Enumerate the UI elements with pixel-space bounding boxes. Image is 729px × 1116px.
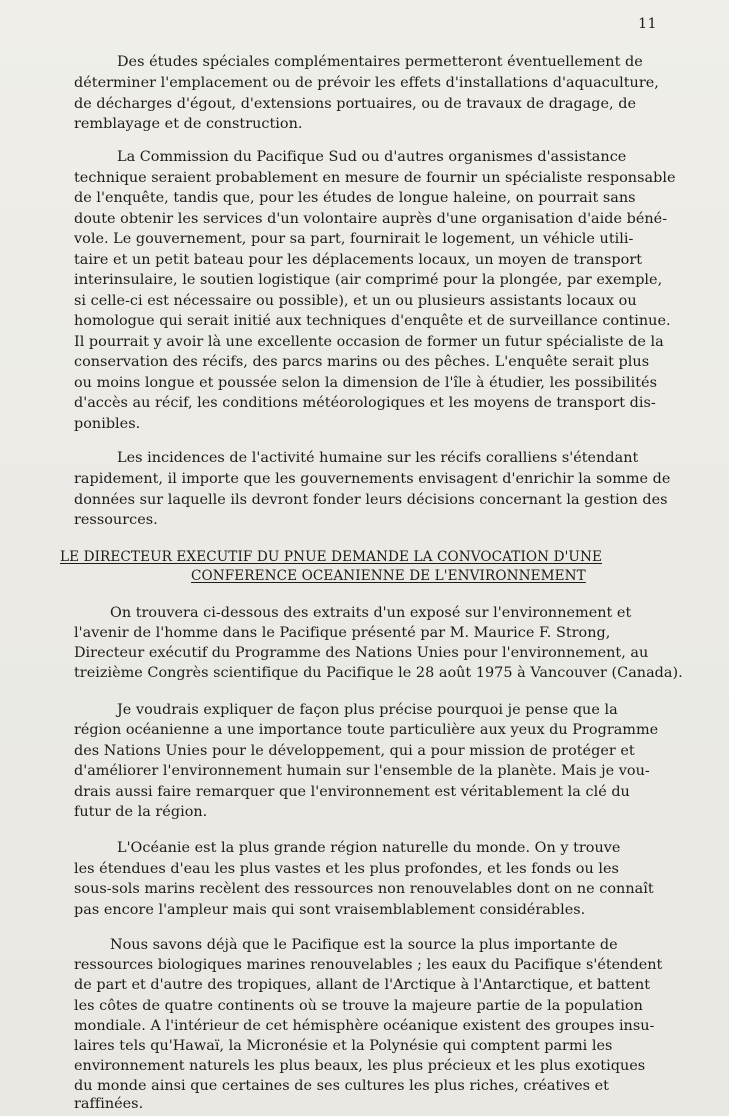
- text-line: ou moins longue et poussée selon la dimension de l'île à étudier, les possibilités: [74, 375, 657, 391]
- text-line: technique seraient probablement en mesure de fournir un spécialiste responsable: [74, 170, 676, 186]
- text-line: futur de la région.: [74, 804, 208, 820]
- text-line: région océanienne a une importance toute particulière aux yeux du Programme: [74, 722, 659, 738]
- text-line: vole. Le gouvernement, pour sa part, fournirait le logement, un véhicle utili-: [74, 231, 634, 247]
- text-line: ponibles.: [74, 416, 141, 432]
- text-line: taire et un petit bateau pour les déplacements locaux, un moyen de transport: [74, 252, 643, 268]
- text-line: pas encore l'ampleur mais qui sont vraisemblablement considérables.: [74, 902, 586, 918]
- text-line: sous-sols marins recèlent des ressources non renouvelables dont on ne connaît: [74, 881, 654, 897]
- section-heading-line-2: CONFERENCE OCEANIENNE DE L'ENVIRONNEMENT: [191, 568, 586, 584]
- text-line: remblayage et de construction.: [74, 116, 303, 132]
- text-line: déterminer l'emplacement ou de prévoir les effets d'installations d'aquaculture,: [74, 75, 659, 91]
- text-line: raffinées.: [74, 1096, 144, 1112]
- text-line: homologue qui serait initié aux techniques d'enquête et de surveillance continue.: [74, 313, 671, 329]
- text-line: Les incidences de l'activité humaine sur les récifs coralliens s'étendant: [117, 450, 639, 466]
- text-line: drais aussi faire remarquer que l'environnement est véritablement la clé du: [74, 784, 630, 800]
- section-heading-line-1: LE DIRECTEUR EXECUTIF DU PNUE DEMANDE LA CONVOCATION D'UNE: [60, 549, 602, 565]
- text-line: de l'enquête, tandis que, pour les études de longue haleine, on pourrait sans: [74, 190, 636, 206]
- page-number: 11: [638, 16, 657, 32]
- text-line: La Commission du Pacifique Sud ou d'autres organismes d'assistance: [117, 149, 627, 165]
- text-line: laires tels qu'Hawaï, la Micronésie et la Polynésie qui comptent parmi les: [74, 1038, 613, 1054]
- text-line: d'accès au récif, les conditions météorologiques et les moyens de transport dis-: [74, 395, 656, 411]
- text-line: Des études spéciales complémentaires permetteront éventuellement de: [117, 54, 643, 70]
- text-line: treizième Congrès scientifique du Pacifique le 28 août 1975 à Vancouver (Canada).: [74, 665, 683, 681]
- text-line: Je voudrais expliquer de façon plus précise pourquoi je pense que la: [117, 702, 618, 718]
- text-line: d'améliorer l'environnement humain sur l'ensemble de la planète. Mais je vou-: [74, 763, 650, 779]
- text-line: ressources.: [74, 512, 158, 528]
- text-line: ressources biologiques marines renouvelables ; les eaux du Pacifique s'étendent: [74, 957, 663, 973]
- text-line: L'Océanie est la plus grande région naturelle du monde. On y trouve: [117, 840, 621, 856]
- text-line: l'avenir de l'homme dans le Pacifique présenté par M. Maurice F. Strong,: [74, 625, 611, 641]
- text-line: données sur laquelle ils devront fonder leurs décisions concernant la gestion des: [74, 492, 668, 508]
- text-line: Directeur exécutif du Programme des Nations Unies pour l'environnement, au: [74, 645, 649, 661]
- text-line: de part et d'autre des tropiques, allant de l'Arctique à l'Antarctique, et battent: [74, 977, 651, 993]
- text-line: environnement naturels les plus beaux, les plus précieux et les plus exotiques: [74, 1058, 646, 1074]
- text-line: si celle-ci est nécessaire ou possible), et un ou plusieurs assistants locaux ou: [74, 293, 637, 309]
- text-line: doute obtenir les services d'un volontaire auprès d'une organisation d'aide béné-: [74, 211, 668, 227]
- text-line: du monde ainsi que certaines de ses cultures les plus riches, créatives et: [74, 1078, 609, 1094]
- text-line: les côtes de quatre continents où se trouve la majeure partie de la population: [74, 998, 643, 1014]
- text-line: On trouvera ci-dessous des extraits d'un exposé sur l'environnement et: [110, 605, 632, 621]
- text-line: Nous savons déjà que le Pacifique est la source la plus importante de: [110, 937, 618, 953]
- text-line: des Nations Unies pour le développement, qui a pour mission de protéger et: [74, 743, 635, 759]
- text-line: les étendues d'eau les plus vastes et les plus profondes, et les fonds ou les: [74, 861, 619, 877]
- text-line: mondiale. A l'intérieur de cet hémisphère océanique existent des groupes insu-: [74, 1018, 655, 1034]
- text-line: de décharges d'égout, d'extensions portuaires, ou de travaux de dragage, de: [74, 96, 637, 112]
- text-line: interinsulaire, le soutien logistique (air comprimé pour la plongée, par exemple,: [74, 272, 663, 288]
- text-line: conservation des récifs, des parcs marins ou des pêches. L'enquête serait plus: [74, 354, 650, 370]
- text-line: rapidement, il importe que les gouvernements envisagent d'enrichir la somme de: [74, 471, 671, 487]
- text-line: Il pourrait y avoir là une excellente occasion de former un futur spécialiste de la: [74, 334, 664, 350]
